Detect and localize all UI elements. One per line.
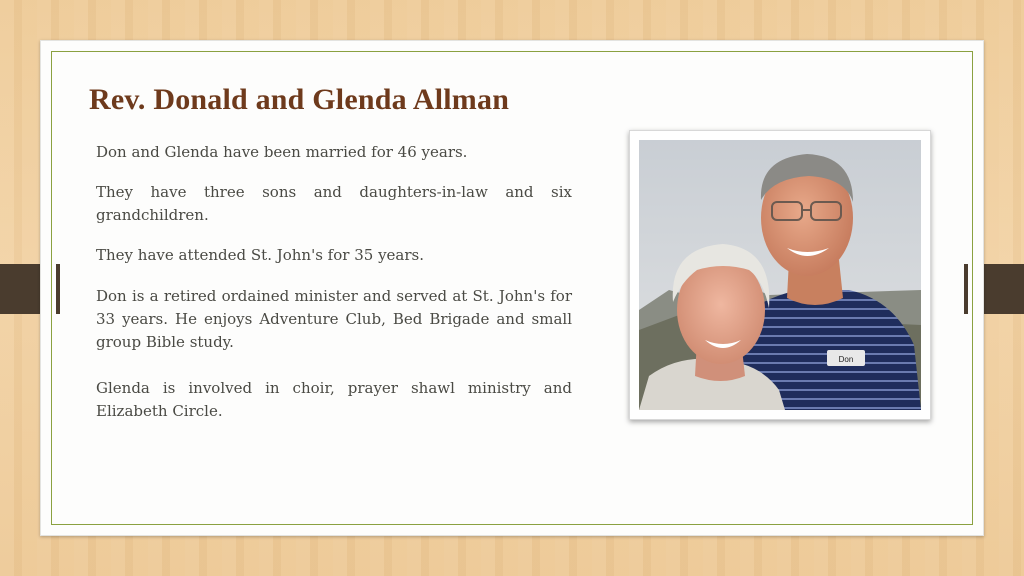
paragraph-glenda: Glenda is involved in choir, prayer shawl ministry and Elizabeth Circle. [96,379,572,420]
right-tab-edge [964,264,968,314]
paragraph-don: Don is a retired ordained minister and served at St. John's for 33 years. He enjoys Adventure Club, Bed Brigade and small group Bible study. [96,287,572,351]
left-tab-edge [56,264,60,314]
photo-frame [629,130,931,420]
slide-title: Rev. Donald and Glenda Allman [89,83,510,116]
couple-photo [639,140,921,410]
paragraph-marriage: Don and Glenda have been married for 46 years. [96,143,468,161]
right-edge-tab [984,264,1024,314]
left-edge-tab [0,264,40,314]
paragraph-family: They have three sons and daughters-in-law and six grandchildren. [96,183,572,224]
paragraph-attendance: They have attended St. John's for 35 years. [96,246,424,264]
name-badge-text: Don [838,355,854,364]
